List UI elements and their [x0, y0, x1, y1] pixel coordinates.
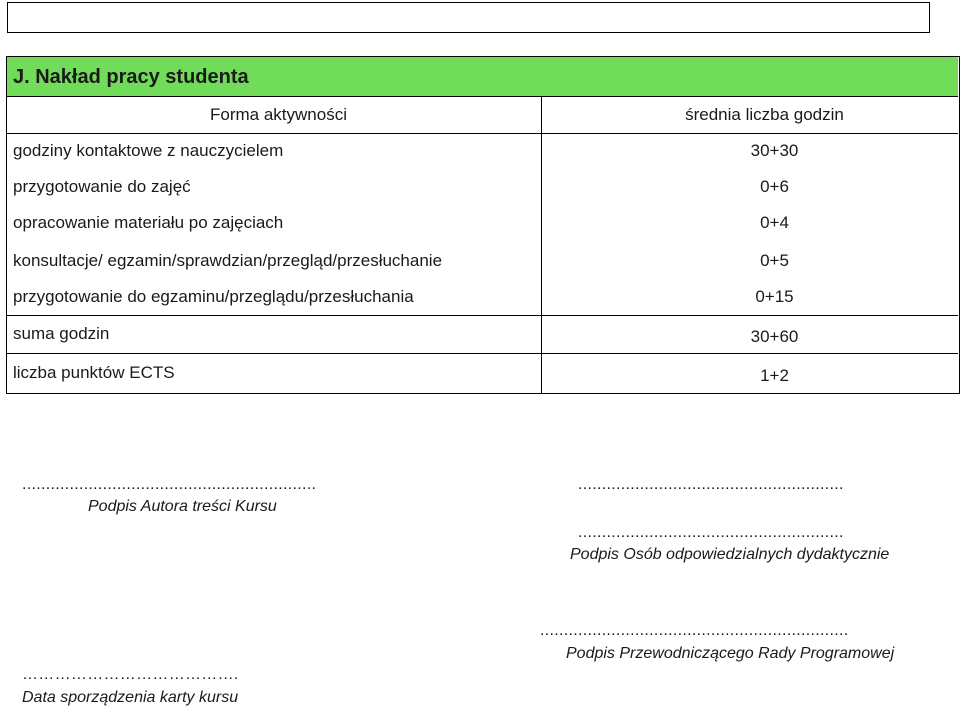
table-row-value: 30+30	[750, 141, 799, 160]
responsible-signature-line-1: ........................................................	[578, 476, 844, 493]
chair-signature-label: Podpis Przewodniczącego Rady Programowej	[566, 645, 895, 662]
table-row-label: przygotowanie do egzaminu/przeglądu/przesłuchania	[13, 287, 414, 306]
table-row-label: suma godzin	[13, 324, 110, 343]
row-divider	[7, 315, 958, 316]
responsible-signature-line-2: ........................................................	[578, 524, 844, 541]
table-row-value: 30+60	[750, 327, 799, 346]
section-title: J. Nakład pracy studenta	[7, 57, 958, 97]
table-row-value: 0+6	[760, 177, 789, 196]
author-signature-label: Podpis Autora treści Kursu	[88, 498, 277, 515]
table-row-label: godziny kontaktowe z nauczycielem	[13, 141, 284, 160]
workload-table	[6, 56, 960, 394]
chair-signature-line: .................................................................	[540, 622, 849, 639]
top-empty-box	[7, 2, 930, 33]
table-row-label: konsultacje/ egzamin/sprawdzian/przegląd/przesłuchanie	[13, 251, 443, 270]
table-row-value: 1+2	[760, 366, 789, 385]
author-signature-line: ..............................................................	[22, 476, 317, 493]
date-label: Data sporządzenia karty kursu	[22, 689, 239, 706]
table-row-label: liczba punktów ECTS	[13, 363, 175, 382]
column-header-activity: Forma aktywności	[210, 105, 347, 124]
table-row-label: opracowanie materiału po zajęciach	[13, 213, 284, 232]
column-header-hours: średnia liczba godzin	[685, 105, 844, 124]
table-row-label: przygotowanie do zajęć	[13, 177, 191, 196]
responsible-signature-label: Podpis Osób odpowiedzialnych dydaktycznie	[570, 546, 890, 563]
table-row-value: 0+15	[755, 287, 794, 306]
table-row-value: 0+4	[760, 213, 789, 232]
date-line: ………………………………….	[22, 666, 239, 683]
table-row-value: 0+5	[760, 251, 789, 270]
